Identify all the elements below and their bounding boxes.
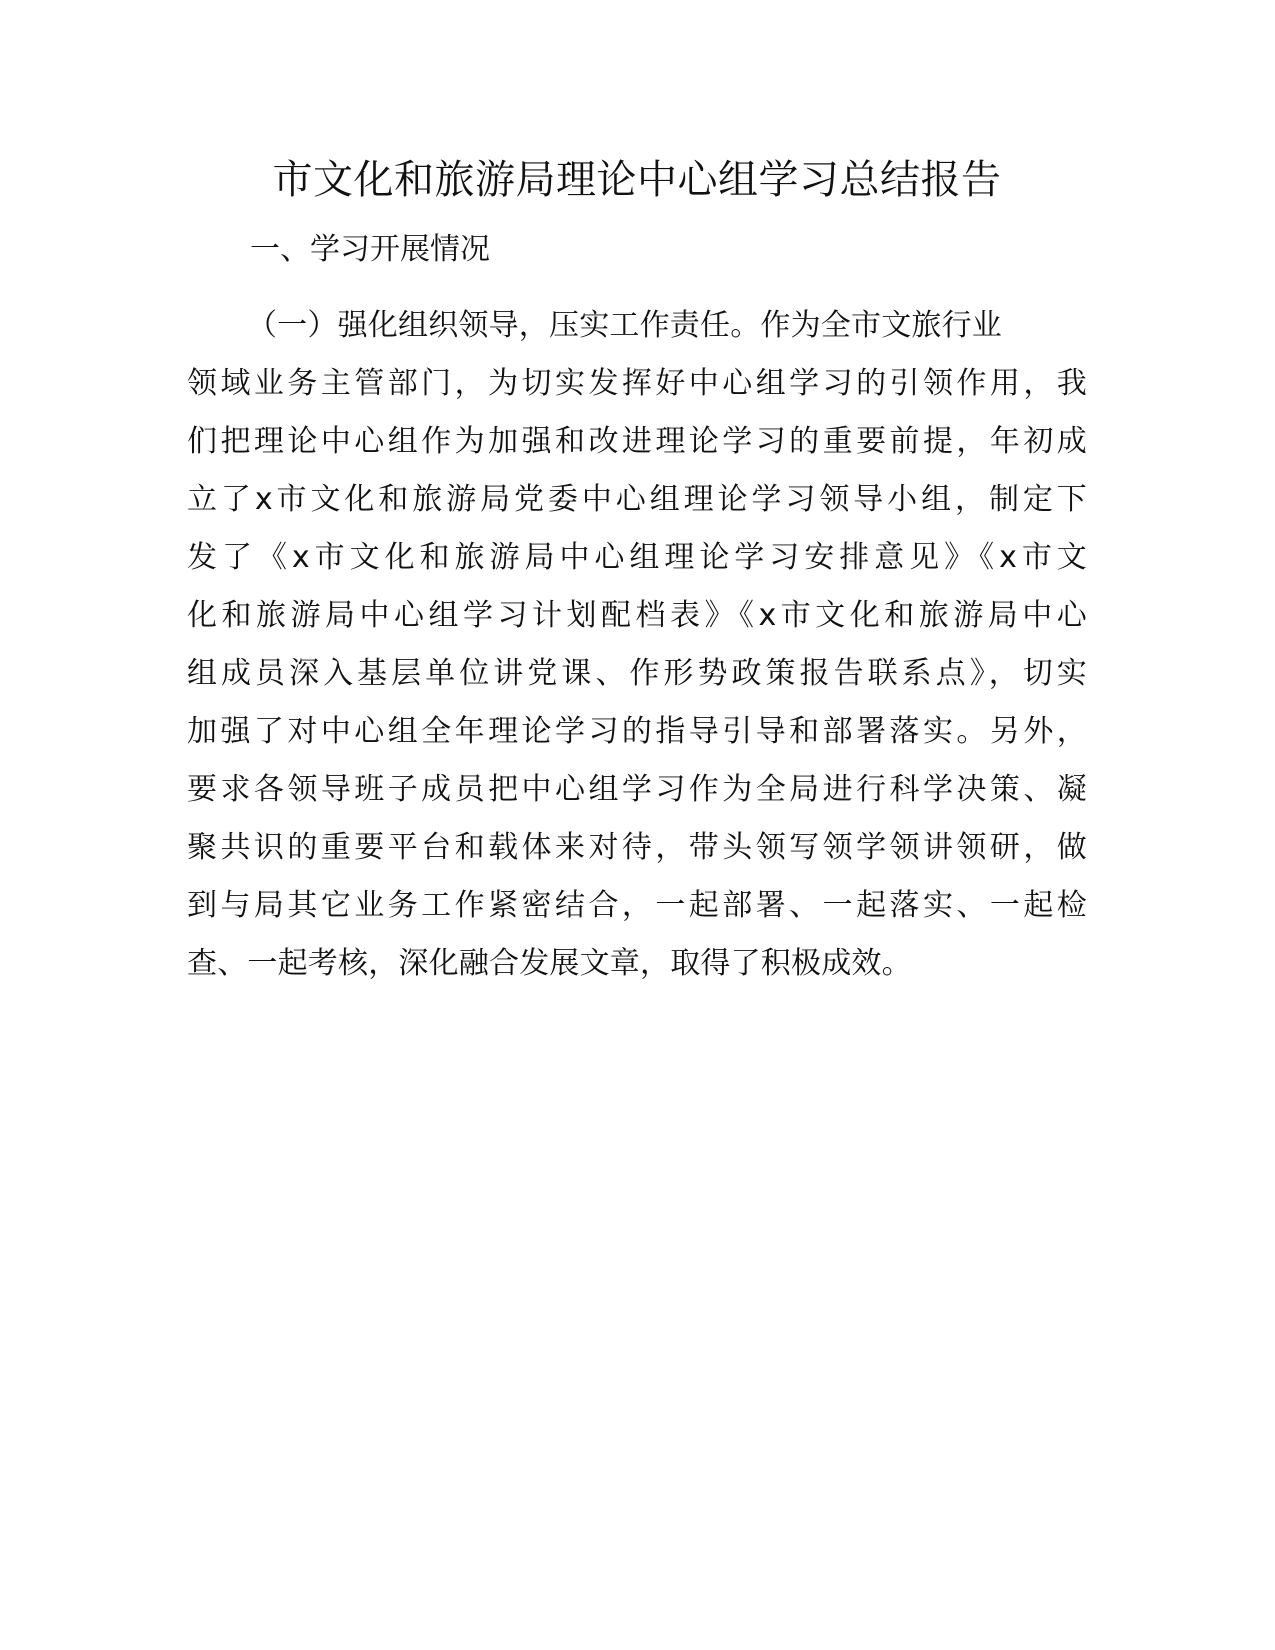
paragraph-line: 查、一起考核，深化融合发展文章，取得了积极成效。: [187, 946, 912, 981]
paragraph-line: 们把理论中心组作为加强和改进理论学习的重要前提，年初成: [187, 424, 1087, 459]
paragraph-line: 到与局其它业务工作紧密结合，一起部署、一起落实、一起检: [187, 888, 1087, 923]
paragraph-line: （一）强化组织领导，压实工作责任。作为全市文旅行业: [247, 308, 1002, 343]
paragraph-line: 发了《x市文化和旅游局中心组理论学习安排意见》《x市文: [187, 540, 1087, 575]
paragraph-line: 组成员深入基层单位讲党课、作形势政策报告联系点》，切实: [187, 656, 1087, 691]
paragraph-line: 加强了对中心组全年理论学习的指导引导和部署落实。另外，: [187, 714, 1087, 749]
paragraph-line: 化和旅游局中心组学习计划配档表》《x市文化和旅游局中心: [187, 598, 1087, 633]
section-heading: 一、学习开展情况: [250, 232, 490, 267]
body-paragraph: [187, 297, 1087, 993]
paragraph-line: 领域业务主管部门，为切实发挥好中心组学习的引领作用，我: [187, 366, 1087, 401]
paragraph-line: 立了x市文化和旅游局党委中心组理论学习领导小组，制定下: [187, 482, 1087, 517]
paragraph-line: 要求各领导班子成员把中心组学习作为全局进行科学决策、凝: [187, 772, 1087, 807]
document-title: 市文化和旅游局理论中心组学习总结报告: [272, 157, 1002, 203]
paragraph-line: 聚共识的重要平台和载体来对待，带头领写领学领讲领研，做: [187, 830, 1087, 865]
